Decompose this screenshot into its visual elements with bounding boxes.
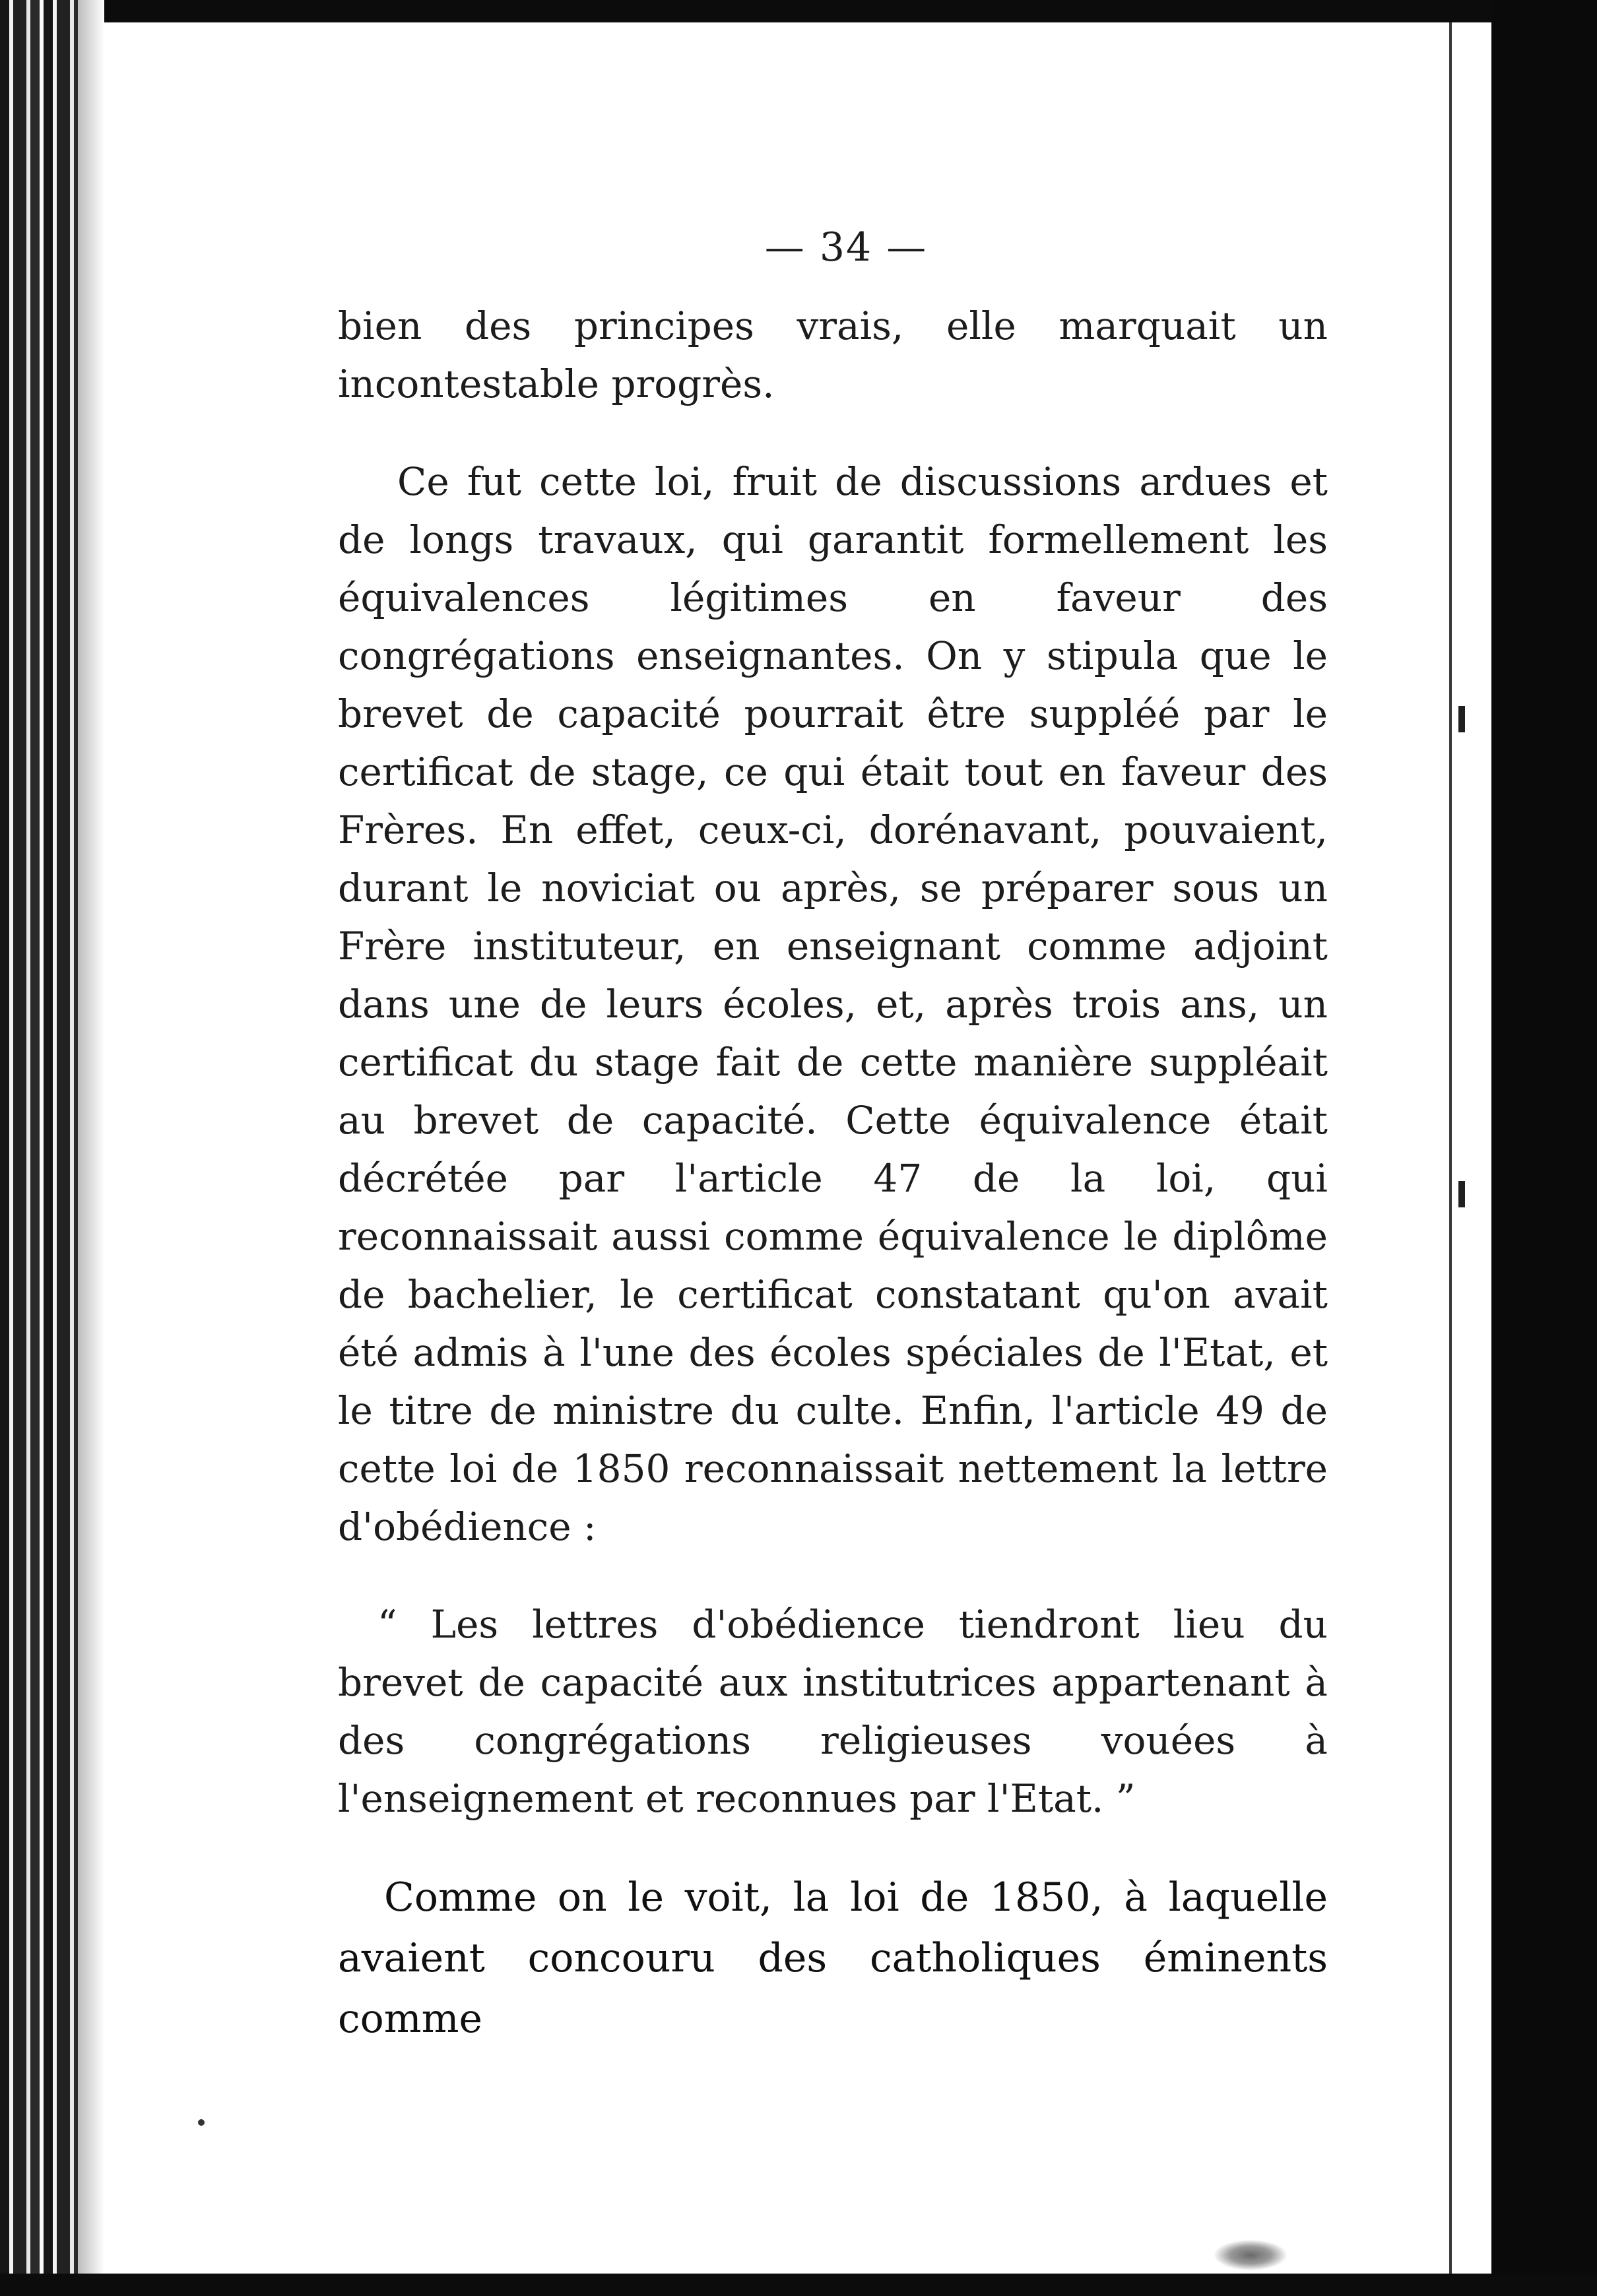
scan-bottom-border xyxy=(0,2274,1597,2296)
paragraph-gap xyxy=(338,1828,1328,1867)
book-spine-edge xyxy=(0,0,78,2296)
paragraph-gap xyxy=(338,1556,1328,1595)
right-margin xyxy=(1452,22,1491,2274)
paragraph-continuation: bien des principes vrais, elle marquait un incontestable progrès. xyxy=(338,303,1328,406)
page-number: — 34 — xyxy=(764,224,928,271)
block-quote: “ Les lettres d'obédience tiendront lieu du brevet de capacité aux institutrices appartenant à des congrégations religieuses vouées à l'enseignement et reconnues par l'Etat. ” xyxy=(338,1602,1328,1821)
edge-mark xyxy=(1458,706,1465,732)
paragraph-body: Ce fut cette loi, fruit de discussions ardues et de longs travaux, qui garantit formellement les équivalences légitimes en faveur des congrégations enseignantes. On y stipula que le brevet de capacité pourrait être suppléé par le certificat de stage, ce qui était tout en faveur des Frères. En effet, ceux-ci, dorénavant, pouvaient, durant le noviciat ou après, se préparer sous un Frère instituteur, en enseignant comme adjoint dans une de leurs écoles, et, après trois ans, un certificat du stage fait de cette manière suppléait au brevet de capacité. Cette équivalence était décrétée par l'article 47 de la loi, qui reconnaissait aussi comme équivalence le diplôme de bachelier, le certificat constatant qu'on avait été admis à l'une des écoles spéciales de l'Etat, et le titre de ministre du culte. Enfin, l'article 49 de cette loi de 1850 reconnaissait nettement la lettre d'obédience : xyxy=(338,459,1328,1549)
dust-speck xyxy=(198,2119,205,2126)
edge-mark xyxy=(1458,1181,1465,1207)
text-block xyxy=(338,224,1328,2049)
paragraph-closing: Comme on le voit, la loi de 1850, à laquelle avaient concouru des catholiques éminents comme xyxy=(338,1874,1328,2042)
paragraph-gap xyxy=(338,413,1328,453)
spine-shadow xyxy=(78,0,104,2296)
library-stamp-mark xyxy=(1214,2240,1287,2270)
scan-top-border xyxy=(0,0,1597,22)
scan-right-border xyxy=(1491,0,1597,2296)
